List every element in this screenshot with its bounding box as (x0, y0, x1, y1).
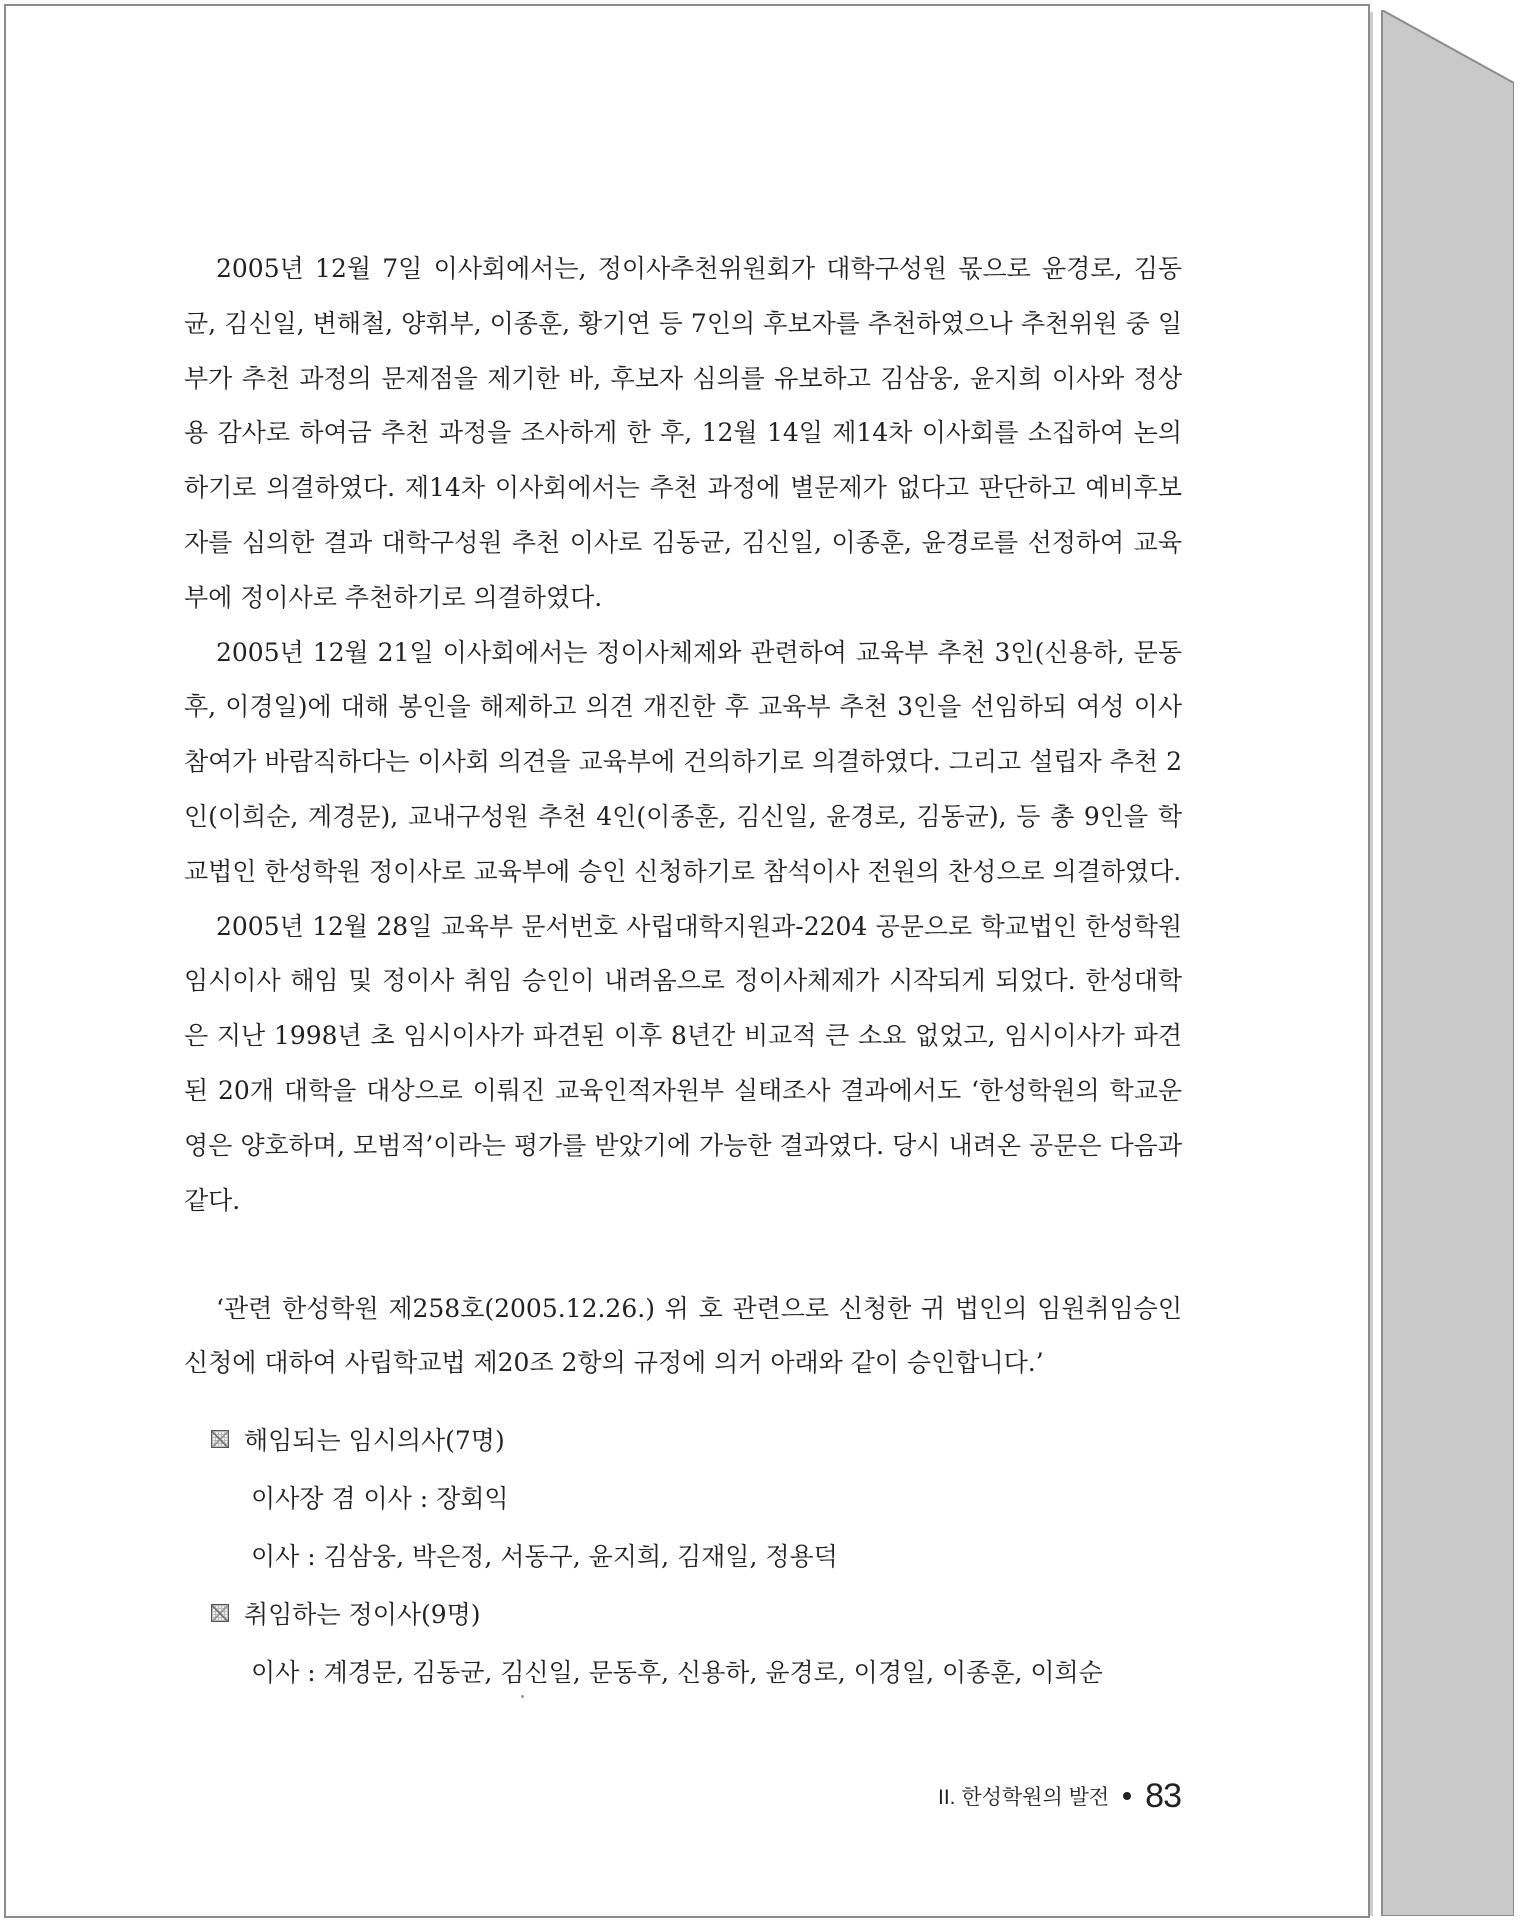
page-number: 83 (1145, 1777, 1181, 1815)
paragraph-board-meeting-december-7: 2005년 12월 7일 이사회에서는, 정이사추천위원회가 대학구성원 몫으로 윤경로, 김동균, 김신일, 변해철, 양휘부, 이종훈, 황기연 등 7인의 후보자를 추천하였으나 추천위원 중 일부가 추천 과정의 문제점을 제기한 바, 후보자 심의를 유보하고 김삼웅, 윤지희 이사와 정상용 감사로 하여금 추천 과정을 조사하게 한 후, 12월 14일 제14차 이사회를 소집하여 논의하기로 의결하였다. 제14차 이사회에서는 추천 과정에 별문제가 없다고 판단하고 예비후보자를 심의한 결과 대학구성원 추천 이사로 김동균, 김신일, 이종훈, 윤경로를 선정하여 교육부에 정이사로 추천하기로 의결하였다. (184, 254, 1182, 612)
page-footer (931, 1772, 1181, 1820)
paragraph-board-meeting-december-21: 2005년 12월 21일 이사회에서는 정이사체제와 관련하여 교육부 추천 3인(신용하, 문동후, 이경일)에 대해 봉인을 해제하고 의견 개진한 후 교육부 추천 3인을 선임하되 여성 이사 참여가 바람직하다는 이사회 의견을 교육부에 건의하기로 의결하였다. 그리고 설립자 추천 2인(이희순, 계경문), 교내구성원 추천 4인(이종훈, 김신일, 윤경로, 김동균), 등 총 9인을 학교법인 한성학원 정이사로 교육부에 승인 신청하기로 참석이사 전원의 찬성으로 의결하였다. (184, 637, 1190, 886)
scan-speck (521, 1695, 524, 1698)
body-text (184, 242, 1190, 1228)
dismissed-directors-title: 해임되는 임시의사(7명) (244, 1426, 505, 1455)
checkbox-square-icon (211, 1430, 229, 1448)
appointed-directors-line: 이사 : 계경문, 김동균, 김신일, 문동후, 신용하, 윤경로, 이경일, 이종훈, 이희순 (251, 1658, 1103, 1687)
chapter-title: II. 한성학원의 발전 (937, 1786, 1110, 1809)
chair-director-line: 이사장 겸 이사 : 장회익 (251, 1484, 509, 1513)
section-title-row (211, 1584, 1191, 1642)
section-title-row (211, 1410, 1191, 1468)
page-stack-face (1382, 10, 1514, 1916)
appointed-directors-title: 취임하는 정이사(9명) (244, 1600, 481, 1629)
appointed-directors-section (211, 1584, 1191, 1700)
official-document-quote: ‘관련 한성학원 제258호(2005.12.26.) 위 호 관련으로 신청한 귀 법인의 임원취임승인 신청에 대하여 사립학교법 제20조 2항의 규정에 의거 아래와 같이 승인합니다.’ (184, 1294, 1190, 1377)
dismissed-directors-line: 이사 : 김삼웅, 박은정, 서동구, 윤지희, 김재일, 정용덕 (251, 1542, 838, 1571)
dismissed-temporary-directors-section (211, 1410, 1191, 1584)
paragraph-ministry-approval: 2005년 12월 28일 교육부 문서번호 사립대학지원과-2204 공문으로 학교법인 한성학원 임시이사 해임 및 정이사 취임 승인이 내려옴으로 정이사체제가 시작되게 되었다. 한성대학은 지난 1998년 초 임시이사가 파견된 이후 8년간 비교적 큰 소요 없었고, 임시이사가 파견된 20개 대학을 대상으로 이뤄진 교육인적자원부 실태조사 결과에서도 ‘한성학원의 학교운영은 양호하며, 모범적’이라는 평가를 받았기에 가능한 결과였다. 당시 내려온 공문은 다음과 같다. (184, 911, 1190, 1215)
footer-bullet-icon (1123, 1792, 1131, 1800)
checkbox-square-icon (211, 1604, 229, 1622)
document-page (4, 4, 1370, 1918)
